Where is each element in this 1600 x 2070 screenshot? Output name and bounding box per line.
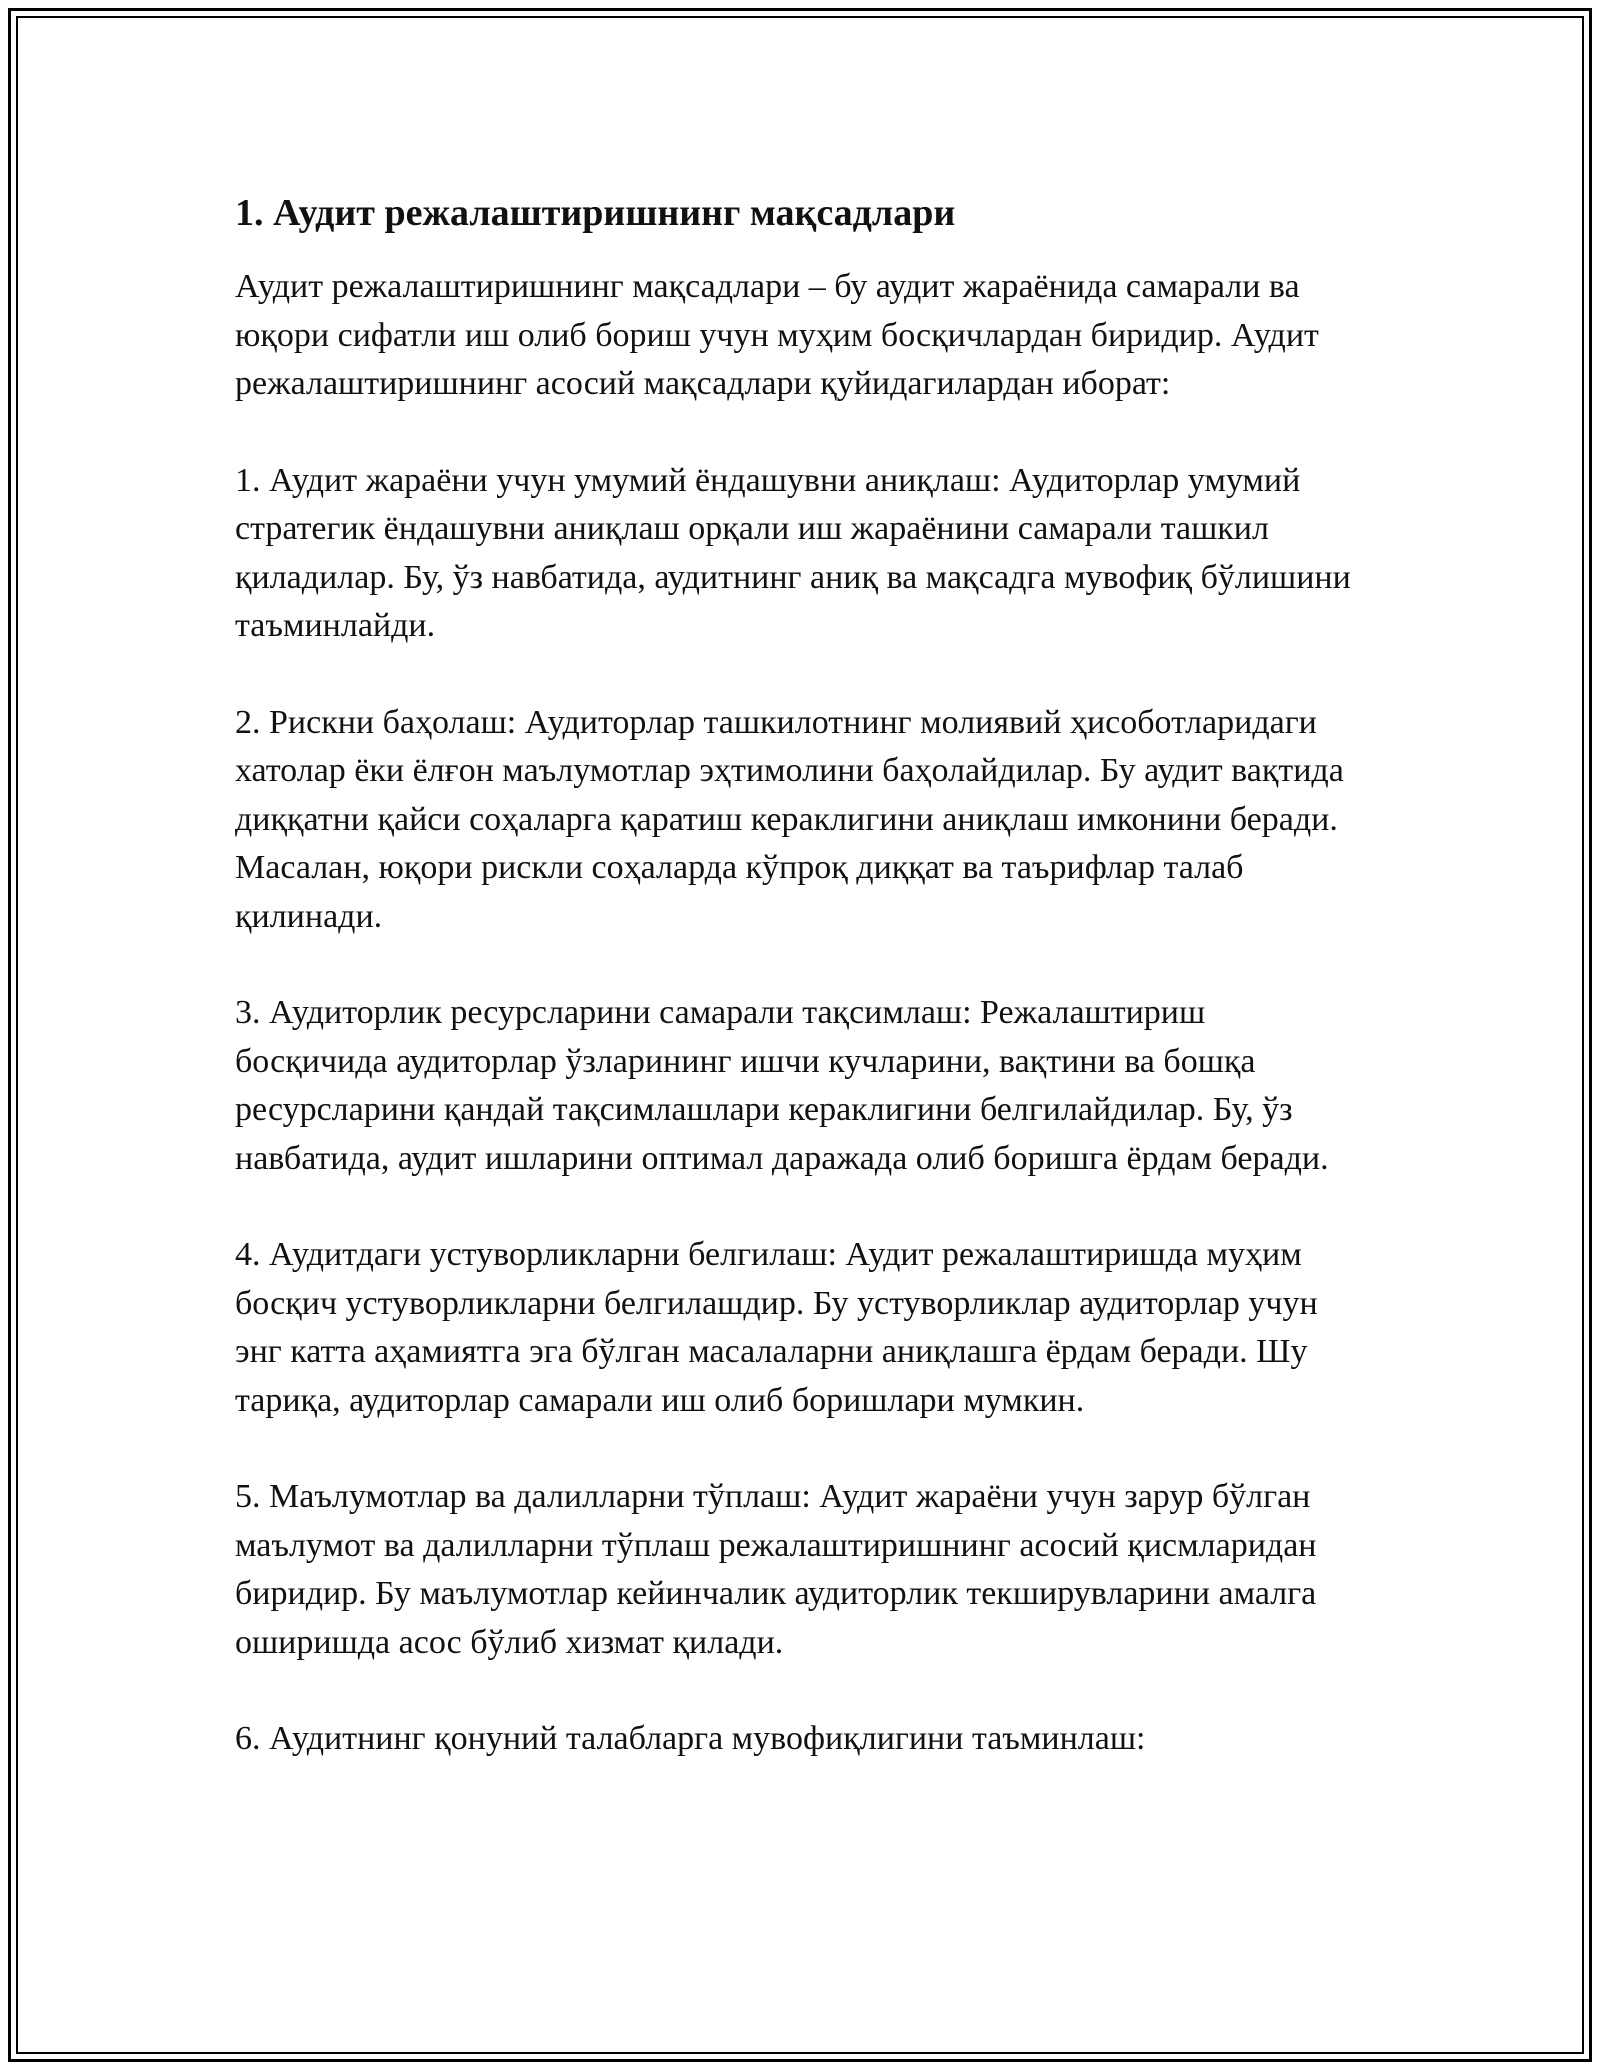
intro-paragraph: Аудит режалаштиришнинг мақсадлари – бу аудит жараёнида самарали ва юқори сифатли иш олиб бориш учун муҳим босқичлардан биридир. Аудит режалаштиришнинг асосий мақсадлари қуйидагилардан иборат:: [235, 268, 1319, 402]
list-item-5: 5. Маълумотлар ва далилларни тўплаш: Аудит жараёни учун зарур бўлган маълумот ва далилларни тўплаш режалаштиришнинг асосий қисмларидан биридир. Бу маълумотлар кейинчалик аудиторлик текширувларини амалга оширишда асос бўлиб хизмат қилади.: [235, 1478, 1317, 1661]
list-item-1: 1. Аудит жараёни учун умумий ёндашувни аниқлаш: Аудиторлар умумий стратегик ёндашувни аниқлаш орқали иш жараёнини самарали ташкил қиладилар. Бу, ўз навбатида, аудитнинг аниқ ва мақсадга мувофиқ бўлишини таъминлайди.: [235, 461, 1351, 644]
document-body: [235, 185, 1365, 1764]
list-item-4: 4. Аудитдаги устуворликларни белгилаш: Аудит режалаштиришда муҳим босқич устуворликларни белгилашдир. Бу устуворликлар аудиторлар учун энг катта аҳамиятга эга бўлган масалаларни аниқлашга ёрдам беради. Шу тариқа, аудиторлар самарали иш олиб боришлари мумкин.: [235, 1236, 1318, 1419]
list-item-2: 2. Рискни баҳолаш: Аудиторлар ташкилотнинг молиявий ҳисоботларидаги хатолар ёки ёлғон маълумотлар эҳтимолини баҳолайдилар. Бу аудит вақтида диққатни қайси соҳаларга қаратиш кераклигини аниқлаш имконини беради. Масалан, юқори рискли соҳаларда кўпроқ диққат ва таърифлар талаб қилинади.: [235, 703, 1344, 935]
section-heading: 1. Аудит режалаштиришнинг мақсадлари: [235, 192, 956, 234]
list-item-3: 3. Аудиторлик ресурсларини самарали тақсимлаш: Режалаштириш босқичида аудиторлар ўзларининг ишчи кучларини, вақтини ва бошқа ресурсларини қандай тақсимлашлари кераклигини белгилайдилар. Бу, ўз навбатида, аудит ишларини оптимал даражада олиб боришга ёрдам беради.: [235, 994, 1329, 1177]
list-item-6: 6. Аудитнинг қонуний талабларга мувофиқлигини таъминлаш:: [235, 1720, 1146, 1757]
